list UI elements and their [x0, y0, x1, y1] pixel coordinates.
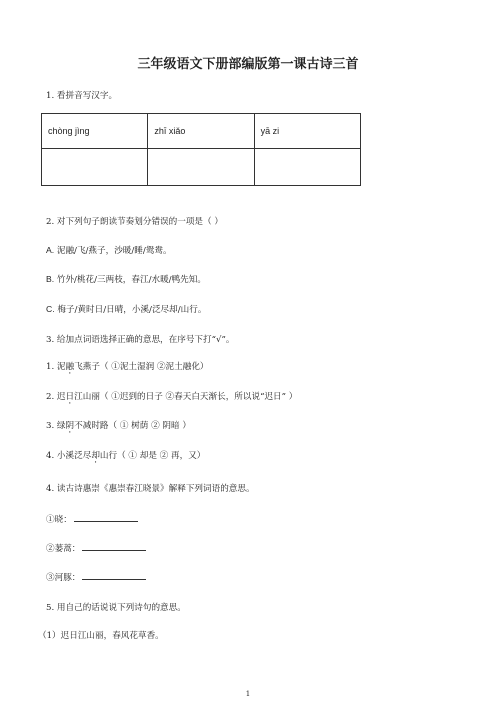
- option-letter: B.: [46, 274, 55, 284]
- q4-item-2: [46, 542, 146, 554]
- page-number: 1: [245, 690, 251, 698]
- item-rest: 飞燕子（ ①泥土湿润 ②泥土融化）: [74, 362, 209, 372]
- pinyin-cell: chòng jìng: [42, 114, 148, 149]
- dotted-word: 阴: [65, 421, 75, 431]
- question-2-label: 2. 对下列句子朗读节奏划分错误的一项是（ ）: [46, 217, 223, 227]
- term-label: ①晓：: [46, 515, 72, 525]
- q3-item-2: [46, 390, 297, 402]
- pinyin-cell: yā zi: [254, 114, 360, 149]
- q3-item-4: [46, 449, 205, 461]
- dotted-word: 日: [65, 392, 75, 402]
- option-a: [46, 244, 172, 256]
- answer-blank[interactable]: [82, 571, 146, 580]
- table-row: [42, 114, 361, 149]
- item-rest: 江山丽（ ①迟到的日子 ②春天白天渐长，所以说“迟日” ）: [74, 392, 298, 402]
- answer-blank[interactable]: [82, 542, 146, 551]
- term-label: ③河豚：: [46, 573, 81, 583]
- q5-item-1: （1）迟日江山丽，春风花草香。: [38, 631, 164, 641]
- answer-cell[interactable]: [254, 149, 360, 186]
- option-text: 竹外/桃花/三两枝，春江/水暖/鸭先知。: [54, 275, 206, 285]
- option-c: [46, 303, 206, 315]
- item-rest: 山行（ ① 却是 ② 再，又）: [99, 451, 206, 461]
- question-3-label: 3. 给加点词语选择正确的意思，在序号下打“√”。: [46, 335, 235, 345]
- table-row: [42, 149, 361, 186]
- q4-item-1: [46, 513, 138, 525]
- answer-blank[interactable]: [74, 513, 138, 522]
- question-5-label: 5. 用自己的话说说下列诗句的意思。: [46, 603, 186, 613]
- page-title: 三年级语文下册部编版第一课古诗三首: [137, 57, 359, 72]
- item-prefix: 4. 小溪泛尽: [46, 451, 92, 461]
- q4-item-3: [46, 571, 146, 583]
- q3-item-1: [46, 360, 209, 372]
- item-prefix: 2. 迟: [46, 392, 66, 402]
- item-rest: 不减时路（ ① 树荫 ② 阴暗 ）: [74, 421, 191, 431]
- option-letter: A.: [46, 245, 55, 255]
- pinyin-table: [41, 113, 361, 186]
- dotted-word: 融: [65, 362, 75, 372]
- term-label: ②蒌蒿：: [46, 544, 81, 554]
- q3-item-3: [46, 419, 191, 431]
- item-prefix: 3. 绿: [46, 421, 66, 431]
- option-letter: C.: [46, 304, 55, 314]
- option-text: 梅子/黄时日/日晴，小溪/泛尽却/山行。: [54, 305, 207, 315]
- answer-cell[interactable]: [148, 149, 254, 186]
- option-text: 泥融/飞/燕子，沙暖/睡/鸳鸯。: [54, 246, 172, 256]
- question-1-label: 1. 看拼音写汉字。: [46, 91, 118, 101]
- item-prefix: 1. 泥: [46, 362, 66, 372]
- answer-cell[interactable]: [42, 149, 148, 186]
- option-b: [46, 273, 206, 285]
- dotted-word: 却: [91, 451, 100, 461]
- question-4-label: 4. 读古诗惠崇《惠崇春江晓景》解释下列词语的意思。: [46, 484, 255, 494]
- pinyin-cell: zhī xiǎo: [148, 114, 254, 149]
